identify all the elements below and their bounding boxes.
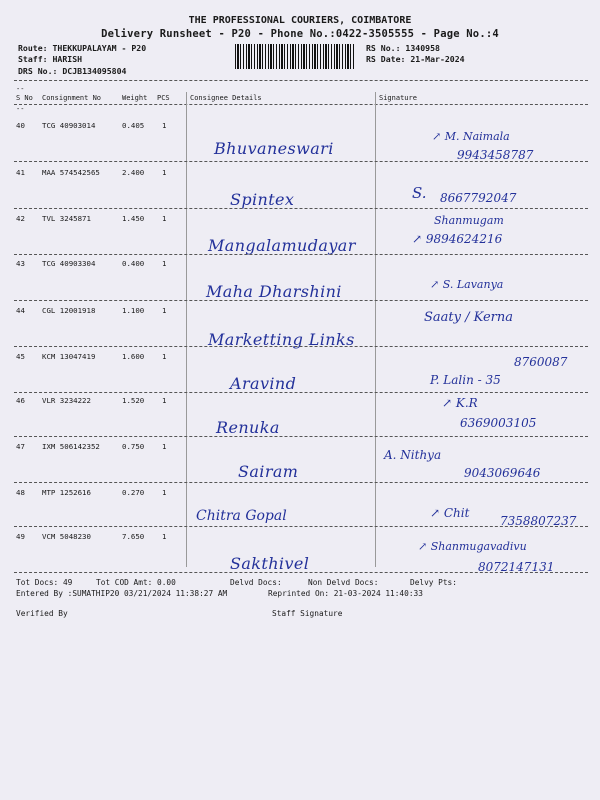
column-sno-rule: --	[16, 105, 25, 113]
row-weight: 1.520	[122, 396, 145, 405]
consignee-name: Renuka	[216, 418, 280, 437]
row-pcs: 1	[162, 168, 167, 177]
row-consignment: MAA 574542565	[42, 168, 100, 177]
row-consignment: KCM 13047419	[42, 352, 96, 361]
entered-by: Entered By :SUMATHIP20 03/21/2024 11:38:27 AM	[16, 589, 228, 598]
signature: ↗ Shanmugavadivu	[418, 540, 527, 553]
row-consignment: CGL 12001918	[42, 306, 96, 315]
phone-number: ↗ 9894624216	[412, 232, 503, 246]
row-weight: 0.405	[122, 121, 145, 130]
phone-number: 9043069646	[464, 466, 541, 480]
row-divider	[14, 254, 588, 255]
row-sno: 42	[16, 214, 25, 223]
row-weight: 0.400	[122, 259, 145, 268]
consignee-name: Marketting Links	[208, 330, 355, 349]
row-pcs: 1	[162, 306, 167, 315]
row-divider	[14, 526, 588, 527]
row-divider	[14, 208, 588, 209]
row-divider	[14, 346, 588, 347]
runsheet-title: Delivery Runsheet - P20 - Phone No.:0422-3505555 - Page No.:4	[101, 28, 499, 40]
phone-number: 8667792047	[440, 191, 517, 205]
row-pcs: 1	[162, 352, 167, 361]
verified-by-label: Verified By	[16, 609, 68, 618]
consignee-name: Chitra Gopal	[196, 508, 287, 524]
signature: ↗ Chit	[430, 506, 470, 520]
signature: S.	[412, 184, 427, 202]
column-consignment: Consignment No	[42, 94, 102, 102]
consignee-name: Aravind	[230, 374, 297, 393]
signature: P. Lalin - 35	[430, 373, 501, 387]
row-sno: 49	[16, 532, 25, 541]
row-pcs: 1	[162, 259, 167, 268]
row-consignment: VLR 3234222	[42, 396, 91, 405]
column-sno-rule: --	[16, 85, 25, 93]
drs-number: DRS No.: DCJB134095804	[18, 66, 127, 76]
consignee-name: Mangalamudayar	[208, 236, 356, 255]
signature: ↗ S. Lavanya	[430, 278, 504, 291]
staff-signature-label: Staff Signature	[272, 609, 343, 618]
row-sno: 47	[16, 442, 25, 451]
row-consignment: VCM 5048230	[42, 532, 91, 541]
company-name: THE PROFESSIONAL COURIERS, COIMBATORE	[188, 15, 412, 26]
rs-number: RS No.: 1340958	[366, 43, 440, 53]
row-divider	[14, 392, 588, 393]
non-delivered-docs: Non Delvd Docs:	[308, 578, 379, 587]
phone-number: 9943458787	[457, 148, 534, 162]
row-divider	[14, 436, 588, 437]
row-pcs: 1	[162, 532, 167, 541]
staff-label: Staff: HARISH	[18, 54, 83, 64]
divider	[14, 80, 588, 81]
row-pcs: 1	[162, 396, 167, 405]
row-sno: 43	[16, 259, 25, 268]
column-weight: Weight	[122, 94, 148, 102]
row-consignment: MTP 1252616	[42, 488, 91, 497]
signature: A. Nithya	[384, 448, 442, 462]
phone-number: 6369003105	[460, 416, 537, 430]
reprinted-on: Reprinted On: 21-03-2024 11:40:33	[268, 589, 423, 598]
barcode	[235, 44, 355, 69]
phone-number: 7358807237	[500, 514, 577, 528]
row-consignment: TCG 40903014	[42, 121, 96, 130]
row-weight: 1.100	[122, 306, 145, 315]
row-pcs: 1	[162, 214, 167, 223]
row-sno: 45	[16, 352, 25, 361]
signature: Saaty / Kerna	[424, 310, 514, 325]
signature: Shanmugam	[434, 214, 504, 227]
row-sno: 44	[16, 306, 25, 315]
delivered-docs: Delvd Docs:	[230, 578, 282, 587]
column-sno: S No	[16, 94, 33, 102]
row-weight: 2.400	[122, 168, 145, 177]
row-divider	[14, 300, 588, 301]
consignee-name: Sakthivel	[230, 554, 310, 573]
signature: ↗ M. Naimala	[432, 130, 510, 143]
consignee-name: Bhuvaneswari	[214, 139, 334, 158]
column-divider	[186, 92, 187, 567]
delivery-points: Delvy Pts:	[410, 578, 457, 587]
row-weight: 7.650	[122, 532, 145, 541]
column-divider	[375, 92, 376, 567]
row-divider	[14, 161, 588, 162]
consignee-name: Sairam	[238, 462, 299, 481]
consignee-name: Maha Dharshini	[206, 282, 342, 301]
row-weight: 1.450	[122, 214, 145, 223]
row-sno: 40	[16, 121, 25, 130]
phone-number: 8760087	[514, 355, 568, 369]
total-cod-amount: Tot COD Amt: 0.00	[96, 578, 176, 587]
row-weight: 0.750	[122, 442, 145, 451]
route-label: Route: THEKKUPALAYAM - P20	[18, 43, 147, 53]
signature: ↗ K.R	[442, 396, 478, 410]
row-sno: 41	[16, 168, 25, 177]
row-consignment: TVL 3245871	[42, 214, 91, 223]
row-consignment: TCG 40903304	[42, 259, 96, 268]
total-docs: Tot Docs: 49	[16, 578, 73, 587]
column-pcs: PCS	[157, 94, 170, 102]
divider	[14, 104, 588, 105]
row-consignment: IXM 506142352	[42, 442, 100, 451]
row-pcs: 1	[162, 442, 167, 451]
row-pcs: 1	[162, 121, 167, 130]
row-sno: 48	[16, 488, 25, 497]
row-divider	[14, 572, 588, 573]
consignee-name: Spintex	[230, 190, 295, 209]
row-divider	[14, 482, 588, 483]
row-sno: 46	[16, 396, 25, 405]
row-weight: 0.270	[122, 488, 145, 497]
column-consignee: Consignee Details	[190, 94, 262, 102]
row-weight: 1.600	[122, 352, 145, 361]
row-pcs: 1	[162, 488, 167, 497]
rs-date: RS Date: 21-Mar-2024	[366, 54, 465, 64]
phone-number: 8072147131	[478, 560, 555, 574]
column-signature: Signature	[379, 94, 417, 102]
